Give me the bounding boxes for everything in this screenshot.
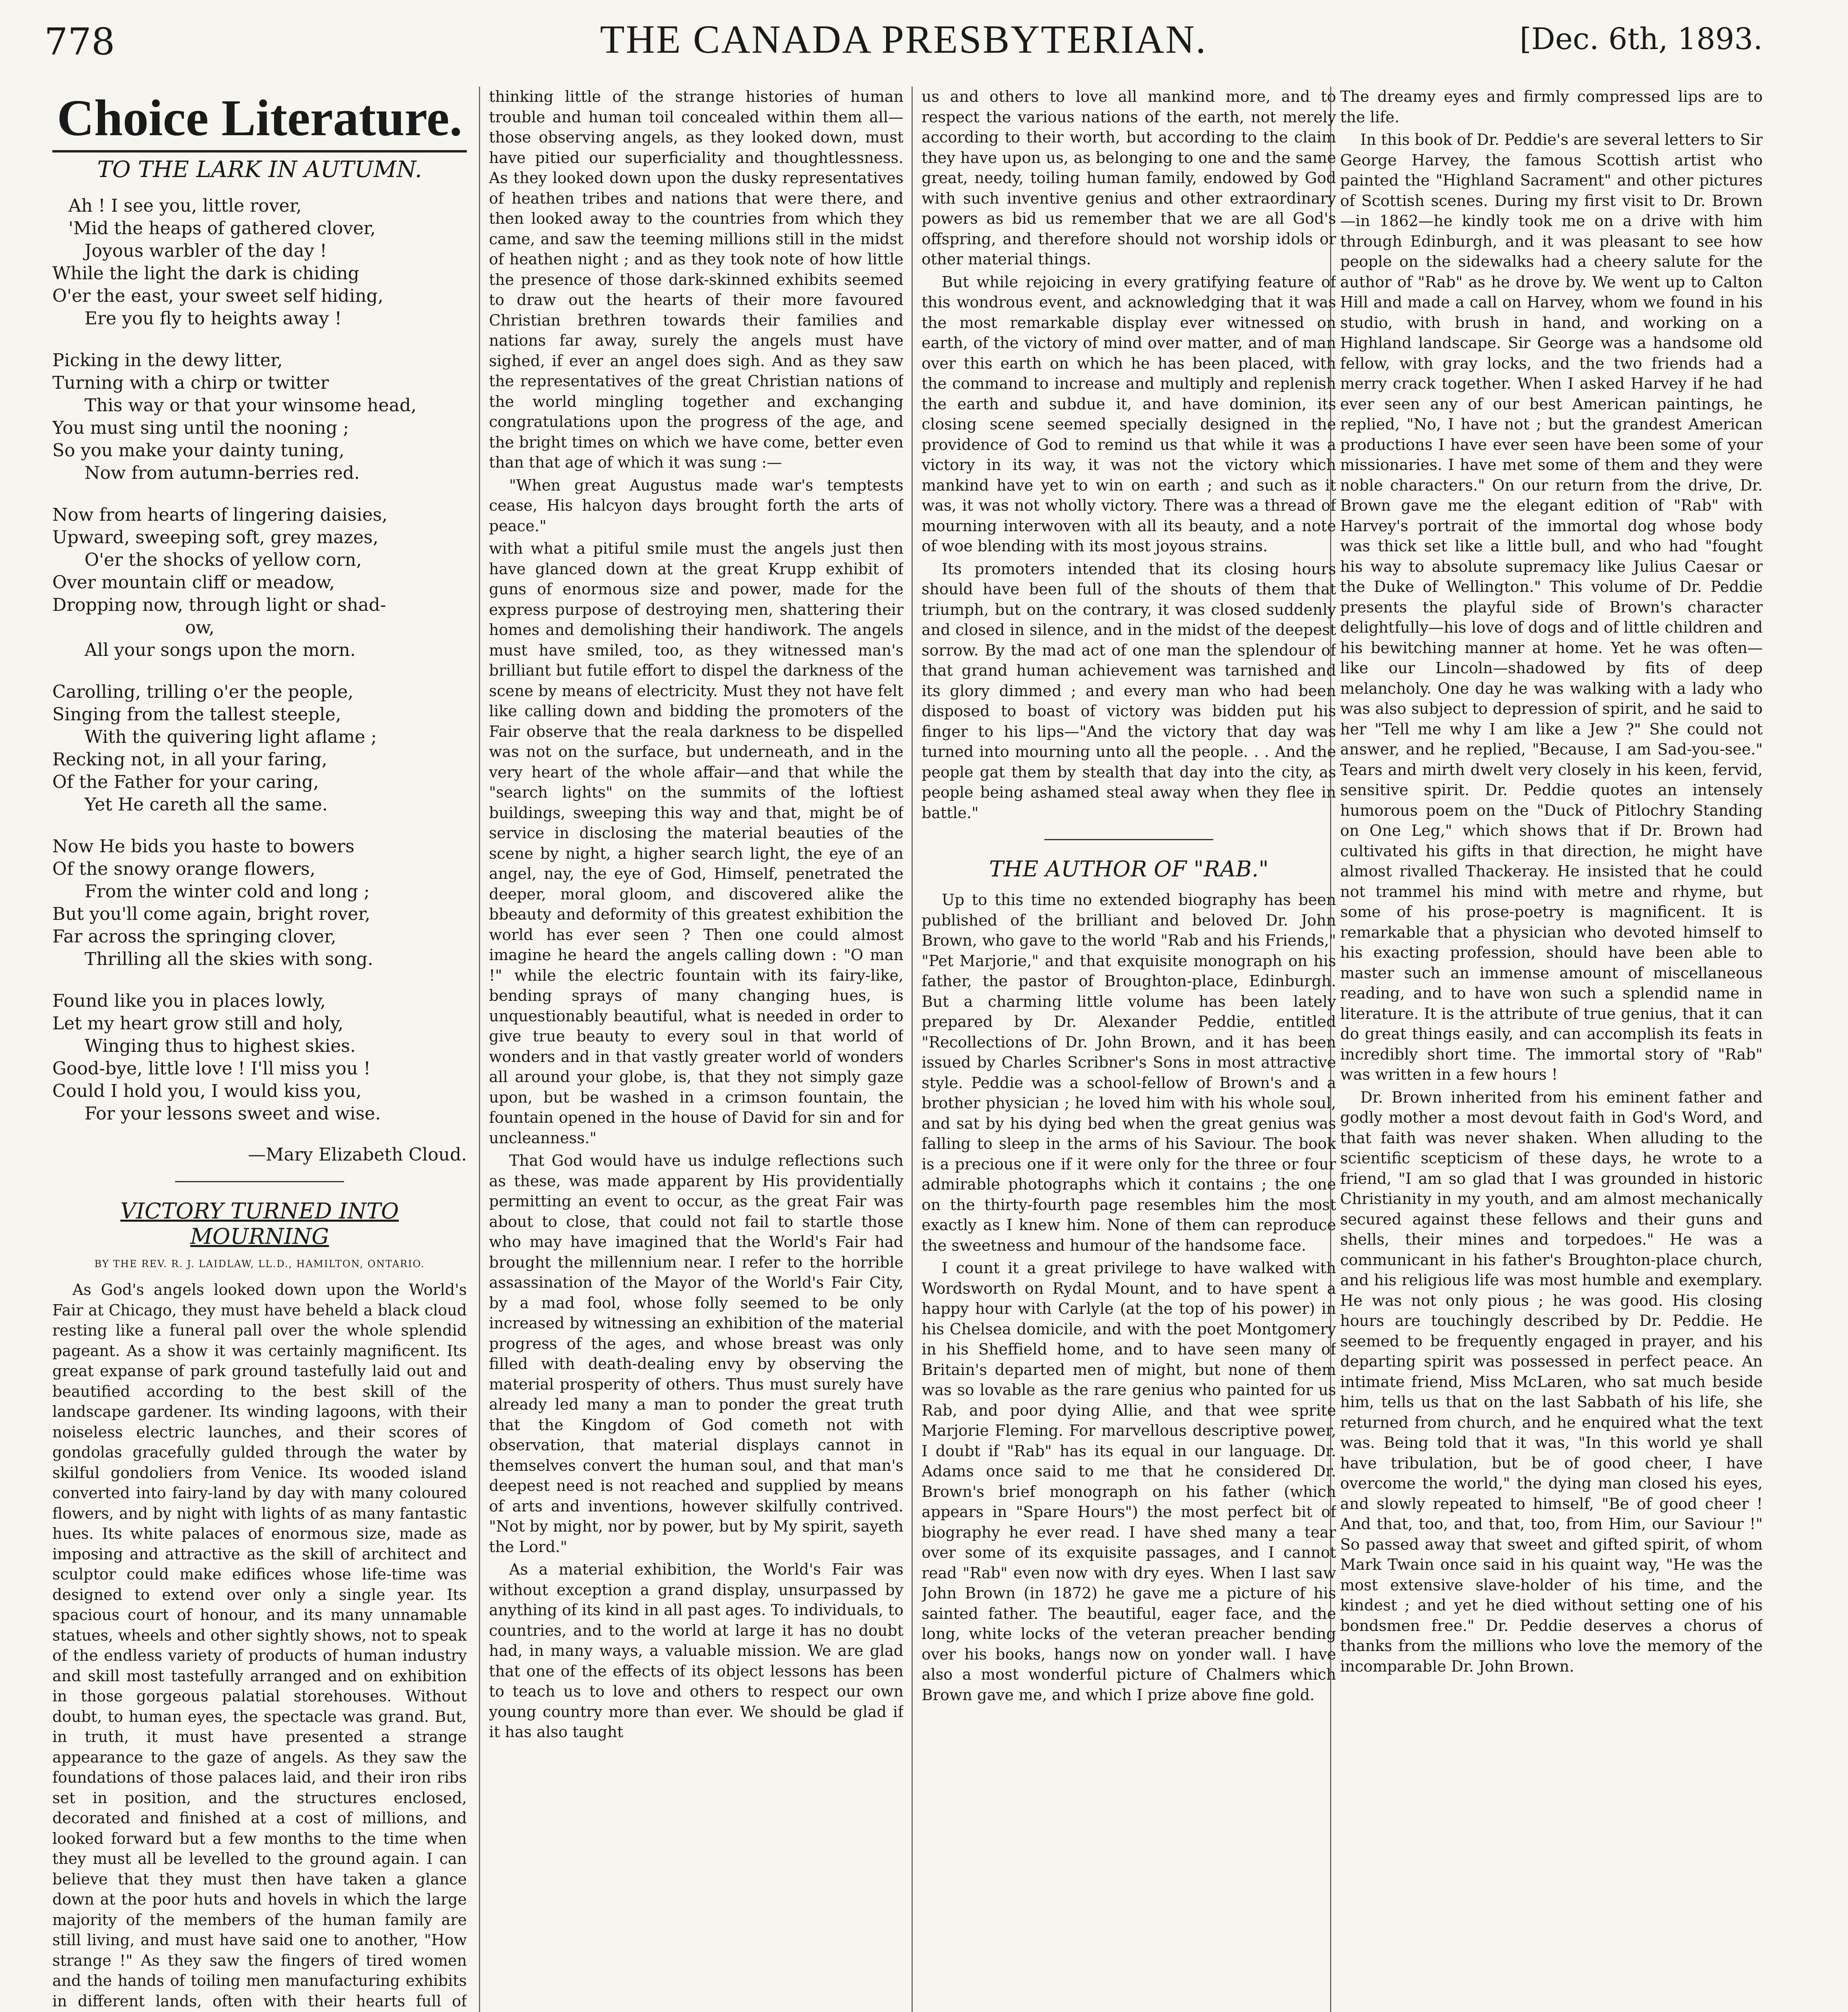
paragraph: with what a pitiful smile must the angels just then have glanced down at the great Krupp exhibit of guns of enormous size and power, made for the express purpose of destroying men, shattering their homes and demolishing their handiwork. The angels must have smiled, too, as they witnessed man's brilliant but futile effort to dispel the darkness of the scene by means of electricity. Must they not have felt like calling down and bidding the promoters of the Fair observe that the reala darkness to be dispelled was not on the surface, but underneath, and in the very heart of the whole affair—and that while the "search lights" on the summits of the loftiest buildings, sweeping this way and that, might be of service in disclosing the material beauties of the scene by night, a higher search light, the eye of an angel, nay, the eye of God, Himself, penetrated the deeper, moral gloom, and discovered alike the bbeauty and deformity of this greatest exhibition the world has ever seen ? Then one could almost imagine he heard the angels calling down : "O man !" while the electric fountain with its fairy-like, bending sprays of many changing hues, is unquestionably beautiful, what is needed in order to give true beauty to every soul in that world of wonders and in that vastly greater world of wonders all around your globe, is, that they not simply gaze upon, but be washed in a crimson fountain, the fountain opened in the house of David for sin and for uncleanness." <box>489 540 903 1147</box>
column-1 <box>52 87 467 2012</box>
poem-line: So you make your dainty tuning, <box>52 440 344 461</box>
divider <box>1044 839 1213 840</box>
poem-line: Joyous warbler of the day ! <box>85 241 327 261</box>
paragraph: That God would have us indulge reflections such as these, was made apparent by His providentially permitting an event to occur, as the great Fair was about to close, that could not fail to startle those who may have imagined that the World's Fair had brought the millennium near. I refer to the horrible assassination of the Mayor of the World's Fair City, by a mad fool, whose folly seemed to be only increased by witnessing an exhibition of the material progress of the ages, and whose breast was only filled with death-dealing envy by observing the material prosperity of others. Thus must surely have already led many a man to ponder the great truth that the Kingdom of God cometh not with observation, that material displays cannot in themselves convert the human soul, and that man's deepest need is not reached and supplied by means of arts and inventions, however skilfully contrived. "Not by might, nor by power, but by My spirit, sayeth the Lord." <box>489 1152 903 1556</box>
paragraph: As a material exhibition, the World's Fair was without exception a grand display, unsurpassed by anything of its kind in all past ages. To individuals, to countries, and to the world at large it has no doubt had, in many ways, a valuable mission. We are glad that one of the effects of its object lessons has been to teach us to love and others to respect our own young country more than ever. We should be glad if it has also taught <box>489 1561 903 1741</box>
paragraph: thinking little of the strange histories of human trouble and human toil concealed within them all—those observing angels, as they looked down, must have pitied our superficiality and thoughtlessness. As they looked down upon the dusky representatives of heathen tribes and nations that were there, and then looked away to the countries from which they came, and saw the teeming millions still in the midst of heathen night ; and as they took note of how little the presence of those dark-skinned exhibits seemed to draw out the hearts of their more favoured Christian brethren towards their families and nations far away, surely the angels must have sighed, if ever an angel does sigh. And as they saw the representatives of the great Christian nations of the world mingling together and exchanging congratulations upon the progress of the age, and the bright times on which we have come, better even than that age of which it was sung :— <box>489 88 903 471</box>
article-byline: BY THE REV. R. J. LAIDLAW, LL.D., HAMILTON, ONTARIO. <box>94 1258 425 1270</box>
page-number: 778 <box>44 20 115 63</box>
issue-date: [Dec. 6th, 1893. <box>1520 22 1763 56</box>
paragraph: But while rejoicing in every gratifying feature of this wondrous event, and acknowledging that it was the most remarkable display ever witnessed on earth, of the victory of mind over matter, and of man over this earth on which he has been placed, with the command to increase and multiply and replenish the earth and subdue it, and have dominion, its closing scene seemed specially designed in the providence of God to remind us that while it was a victory in its way, it was not the victory which mankind have yet to win on earth ; and such as it was, it was not wholly victory. There was a thread of mourning interwoven with all its beauty, and a note of woe blending with its most joyous strains. <box>922 273 1336 555</box>
paragraph: Up to this time no extended biography has been published of the brilliant and beloved Dr. John Brown, who gave to the world "Rab and his Friends," "Pet Marjorie," and that exquisite monograph on his father, the pastor of Broughton-place, Edinburgh. But a charming little volume has been lately prepared by Dr. Alexander Peddie, entitled "Recollections of Dr. John Brown, and it has been issued by Charles Scribner's Sons in most attractive style. Peddie was a school-fellow of Brown's and a brother physician ; he loved him with his whole soul, and sat by his dying bed when the great genius was falling to sleep in the arms of his Saviour. The book is a precious one if it were only for the three or four admirable photographs which it contains ; the one on the thirty-fourth page resembles him the most exactly as I knew him. None of them can reproduce the sweetness and humour of the handsome face. <box>922 891 1336 1254</box>
poem-line: All your songs upon the morn. <box>85 640 356 660</box>
poem-line: This way or that your winsome head, <box>85 395 417 416</box>
poem-stanza <box>52 349 467 484</box>
column-rule <box>479 87 480 2012</box>
paragraph: As God's angels looked down upon the World's Fair at Chicago, they must have beheld a black cloud resting like a funeral pall over the whole splendid pageant. As a show it was certainly magnificent. Its great expanse of park ground tastefully laid out and beautified according to the best skill of the landscape gardener. Its winding lagoons, with their noiseless electric launches, and their scores of gondolas gracefully gulded through the water by skilful gondoliers from Venice. Its wooded island converted into fairy-land by day with many coloured flowers, and by night with lights of as many fantastic hues. Its white palaces of enormous size, made as imposing and attractive as the skill of architect and sculptor could make edifices whose life-time was designed to extend over only a single year. Its spacious court of honour, and its many unnamable statues, wheels and other sightly shows, not to speak of the endless variety of products of human industry and skill most tastefully arranged and on exhibition in those gorgeous palatial storehouses. Without doubt, to human eyes, the spectacle was grand. But, in truth, it must have presented a strange appearance to the gaze of angels. As they saw the foundations of those palaces laid, and their iron ribs set in position, and the structures enclosed, decorated and finished at a cost of millions, and looked forward but a few months to the time when they must all be levelled to the ground again. I can believe that they must then have taken a glance down at the poor huts and hovels in which the large majority of the members of the human family are still living, and must have said one to another, "How strange !" As they saw the fingers of tired women and the hands of toiling men manufacturing exhibits in different lands, often with their hearts full of <box>52 1281 467 2010</box>
column-3 <box>922 87 1336 2012</box>
poem-line: Over mountain cliff or meadow, <box>52 572 335 593</box>
poem-line: Could I hold you, I would kiss you, <box>52 1081 362 1101</box>
poem-stanza <box>52 990 467 1125</box>
poem-line: Dropping now, through light or shad- <box>52 595 386 615</box>
article-title: THE AUTHOR OF "RAB." <box>989 856 1269 882</box>
section-title: Choice Literature. <box>52 89 467 153</box>
poem-stanza <box>52 681 467 816</box>
poem-title: TO THE LARK IN AUTUMN. <box>97 157 422 183</box>
poem-stanza <box>52 504 467 662</box>
poem-line: Picking in the dewy litter, <box>52 350 283 371</box>
poem-line: Far across the springing clover, <box>52 926 336 947</box>
masthead <box>44 16 1763 64</box>
poem-line: Found like you in places lowly, <box>52 991 326 1011</box>
poem-line: Yet He careth all the same. <box>85 794 328 815</box>
poem-line: Now from hearts of lingering daisies, <box>52 505 388 525</box>
poem-line: Turning with a chirp or twitter <box>52 373 329 393</box>
poem-line: Now from autumn-berries red. <box>85 463 360 483</box>
poem-line: ow, <box>185 617 214 638</box>
column-4 <box>1340 87 1763 2012</box>
paragraph: us and others to love all mankind more, and to respect the various nations of the earth, not merely according to their worth, but according to the claim they have upon us, as belonging to one and the same great, needy, toiling human family, endowed by God with such inventive genius and other extraordinary powers as bid us remember that we are all God's offspring, and therefore should not worship idols or other material things. <box>922 88 1336 268</box>
article-body <box>489 87 903 1742</box>
poem-line: Carolling, trilling o'er the people, <box>52 682 354 702</box>
poem-line: Good-bye, little love ! I'll miss you ! <box>52 1058 371 1079</box>
poem-stanza <box>52 195 467 330</box>
poem-line: Ere you fly to heights away ! <box>85 308 342 329</box>
poem-line: Upward, sweeping soft, grey mazes, <box>52 527 379 548</box>
poem-line: Recking not, in all your faring, <box>52 749 328 770</box>
poem-line: Ah ! I see you, little rover, <box>68 196 302 216</box>
poem-line: 'Mid the heaps of gathered clover, <box>68 218 376 239</box>
poem-author: —Mary Elizabeth Cloud. <box>248 1144 467 1165</box>
poem-line: You must sing until the nooning ; <box>52 418 349 438</box>
paragraph: In this book of Dr. Peddie's are several letters to Sir George Harvey, the famous Scottish artist who painted the "Highland Sacrament" and other pictures of Scottish scenes. During my first visit to Dr. Brown—in 1862—he kindly took me on a drive with him through Edinburgh, and it was pleasant to see how people on the sidewalks had a cheery salute for the author of "Rab" as he drove by. We went up to Calton Hill and made a call on Harvey, whom we found in his studio, with brush in hand, and working on a Highland landscape. Sir George was a handsome old fellow, with gray locks, and the two friends had a merry crack together. When I asked Harvey if he had ever seen any of our best American paintings, he replied, "No, I have not ; but the grandest American productions I have ever seen have been some of your missionaries. I have met some of them and they were noble characters." On our return from the drive, Dr. Brown gave me the elegant edition of "Rab" with Harvey's portrait of the immortal dog whose body was thick set like a little bull, and who had "fought his way to absolute supremacy like Julius Caesar or the Duke of Wellington." This volume of Dr. Peddie presents the playful side of Brown's character delightfully—his love of dogs and of little children and his bewitching manner at home. Yet he was often—like our Lincoln—shadowed by fits of deep melancholy. One day he was walking with a lady who was also subject to depression of spirit, and he said to her "Tell me why I am like a Jew ?" She could not answer, and he replied, "Because, I am Sad-you-see." Tears and mirth dwelt very closely in his keen, fervid, sensitive spirit. Dr. Peddie quotes an intensely humorous poem on the "Duck of Pitlochry Standing on One Leg," which shows that if Dr. Brown had cultivated his gifts in that direction, he might have almost rivalled Thackeray. He insisted that he could not trammel his mind with metre and rhyme, but some of his prose-poetry is magnificent. It is remarkable that a physician who devoted himself to his exacting profession, should have been able to master such an immense amount of miscellaneous reading, and to have won such a splendid name in literature. It is the attribute of true genius, that it can do great things easily, and can accomplish its feats in incredibly short time. The immortal story of "Rab" was written in a few hours ! <box>1340 131 1763 1083</box>
poem-line: Of the snowy orange flowers, <box>52 859 316 879</box>
poem-line: Now He bids you haste to bowers <box>52 836 355 857</box>
article-title: VICTORY TURNED INTO MOURNING <box>120 1198 399 1249</box>
poem-line: O'er the shocks of yellow corn, <box>85 550 362 570</box>
divider <box>175 1181 344 1182</box>
poem-line: With the quivering light aflame ; <box>85 727 377 747</box>
poem-line: For your lessons sweet and wise. <box>85 1103 381 1124</box>
article-body <box>922 87 1336 823</box>
quotation: "When great Augustus made war's temptests cease, His halcyon days brought forth the arts of peace." <box>489 476 903 535</box>
poem-line: While the light the dark is chiding <box>52 263 359 284</box>
article-body <box>52 1280 467 2012</box>
poem-stanza <box>52 835 467 971</box>
poem-body <box>52 195 467 1125</box>
paper-title: THE CANADA PRESBYTERIAN. <box>600 17 1207 62</box>
poem-line: O'er the east, your sweet self hiding, <box>52 286 384 306</box>
poem-line: From the winter cold and long ; <box>85 881 370 902</box>
paragraph: The dreamy eyes and firmly compressed lips are to the life. <box>1340 88 1763 126</box>
poem-line: Thrilling all the skies with song. <box>85 949 373 969</box>
poem-line: Let my heart grow still and holy, <box>52 1013 344 1034</box>
paragraph: Its promoters intended that its closing hours should have been full of the shouts of them that triumph, but on the contrary, it was closed suddenly and closed in silence, and in the midst of the deepest sorrow. By the mad act of one man the splendour of that grand human achievement was tarnished and its glory dimmed ; and every man who had been disposed to boast of victory was bidden put his finger to his lips—"And the victory that day was turned into mourning unto all the people. . . And the people gat them by stealth that day into the city, as people being ashamed steal away when they flee in battle." <box>922 560 1336 822</box>
column-rule <box>912 87 913 2012</box>
poem-line: Singing from the tallest steeple, <box>52 704 341 725</box>
paragraph: Dr. Brown inherited from his eminent father and godly mother a most devout faith in God's Word, and that faith was never shaken. When alluding to the scientific scepticism of these days, he wrote to a friend, "I am so glad that I was grounded in historic Christianity in my youth, and am almost mechanically secured against these fellows and their guns and shells, their mines and torpedoes." He was a communicant in his father's Broughton-place church, and his religious life was most humble and exemplary. He was not only pious ; he was good. His closing hours are touchingly described by Dr. Peddie. He seemed to be frequently engaged in prayer, and his departing spirit was possessed in perfect peace. An intimate friend, Miss McLaren, who sat much beside him, tells us that on the last Sabbath of his life, she returned from church, and he enquired what the text was. Being told that it was, "In this world ye shall have tribulation, but be of good cheer, I have overcome the world," the dying man closed his eyes, and slowly repeated to himself, "Be of good cheer ! And that, too, and that, too, from Him, our Saviour !" So passed away that sweet and gifted spirit, of whom Mark Twain once said in his quaint way, "He was the most extensive slave-holder of his time, and the kindest ; and yet he died without setting one of his bondsmen free." Dr. Peddie deserves a chorus of thanks from the millions who love the memory of the incomparable Dr. John Brown. <box>1340 1088 1763 1675</box>
poem-line: Of the Father for your caring, <box>52 772 319 792</box>
article-body <box>1340 87 1763 1676</box>
poem-line: Winging thus to highest skies. <box>85 1036 356 1056</box>
article-body <box>922 890 1336 1705</box>
paragraph: I count it a great privilege to have walked with Wordsworth on Rydal Mount, and to have spent a happy hour with Carlyle (at the top of his power) in his Chelsea domicile, and with the poet Montgomery in his Sheffield home, and to have seen many of Britain's departed men of might, but none of them was so lovable as the rare genius who painted for us Rab, and poor dying Allie, and that wee sprite Marjorie Fleming. For marvellous descriptive power, I doubt if "Rab" has its equal in our language. Dr. Adams once said to me that he considered Dr. Brown's brief monograph on his father (which appears in "Spare Hours") the most perfect bit of biography he ever read. I have shed many a tear over some of its exquisite passages, and I cannot read "Rab" even now with dry eyes. When I last saw John Brown (in 1872) he gave me a picture of his sainted father. The beautiful, eager face, and the long, white locks of the veteran preacher bending over his books, hangs now on yonder wall. I have also a most wonderful picture of Chalmers which Brown gave me, and which I prize above fine gold. <box>922 1259 1336 1704</box>
column-2 <box>489 87 903 2012</box>
poem-line: But you'll come again, bright rover, <box>52 904 371 924</box>
